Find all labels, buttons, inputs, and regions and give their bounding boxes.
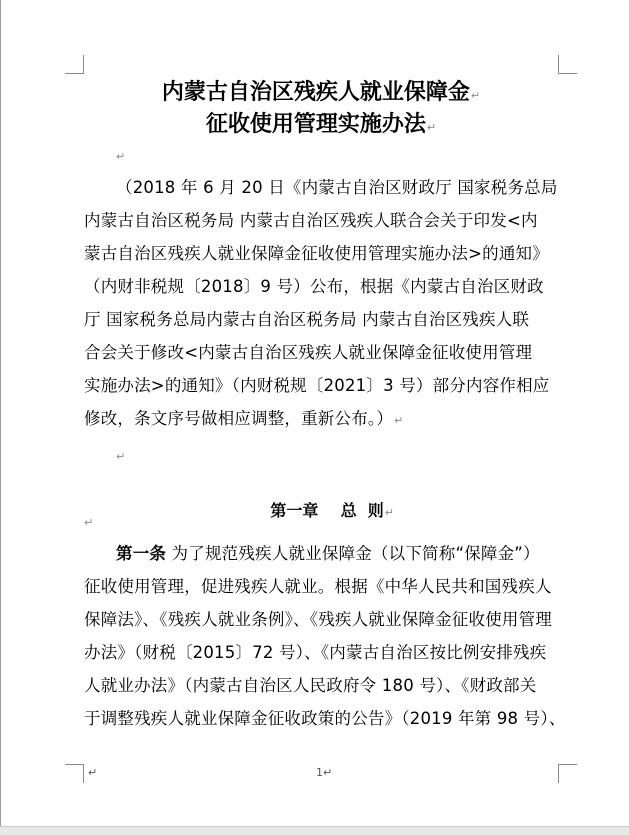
paragraph-mark: ↵ [470, 89, 481, 102]
document-title-line-1 [84, 78, 558, 111]
document-title-line-2 [84, 110, 558, 143]
crop-mark-top-right [558, 55, 577, 74]
article-text: 为了规范残疾人就业保障金（以下简称“保障金”） [166, 544, 540, 563]
crop-mark-top-left [65, 55, 84, 74]
empty-paragraph-mark: ↵ [116, 150, 126, 163]
article-label: 第一条 [116, 544, 167, 563]
preamble-line-text: 修改，条文序号做相应调整，重新公布。） [84, 409, 394, 428]
article-line: 于调整残疾人就业保障金征收政策的公告》（2019 年第 98 号）、 [84, 709, 566, 728]
article-line: 办法》（财税〔2015〕72 号）、《内蒙古自治区按比例安排残疾 [84, 643, 547, 662]
empty-paragraph-mark: ↵ [116, 450, 126, 463]
preamble-line: 蒙古自治区残疾人就业保障金征收使用管理实施办法>的通知》 [84, 244, 549, 263]
preamble-line: 厅 国家税务总局内蒙古自治区税务局 内蒙古自治区残疾人联 [84, 310, 530, 329]
crop-mark-bottom-left [65, 764, 84, 783]
page-number-text: 1 [316, 766, 323, 779]
empty-paragraph-mark: ↵ [84, 516, 94, 529]
preamble-line-last [84, 408, 560, 432]
crop-mark-bottom-right [558, 764, 577, 783]
title-text-1: 内蒙古自治区残疾人就业保障金 [161, 80, 470, 105]
paragraph-mark: ↵ [394, 414, 404, 427]
chapter-heading [84, 478, 558, 546]
article-1-first-line [116, 543, 560, 565]
paragraph-mark: ↵ [426, 121, 437, 134]
title-text-2: 征收使用管理实施办法 [205, 112, 426, 137]
footer-paragraph-mark: ↵ [88, 766, 98, 779]
article-line: 保障法》、《残疾人就业条例》、《残疾人就业保障金征收使用管理 [84, 610, 552, 629]
preamble-line: （内财非税规〔2018〕9 号）公布，根据《内蒙古自治区财政 [84, 277, 544, 296]
paragraph-mark: ↵ [384, 506, 394, 519]
window-bottom-bar [0, 826, 629, 835]
article-line: 人就业办法》（内蒙古自治区人民政府令 180 号）、《财政部关 [84, 676, 537, 695]
page-left-edge [0, 0, 1, 835]
chapter-title-text: 第一章 总 则 [270, 501, 384, 520]
preamble-line: 合会关于修改<内蒙古自治区残疾人就业保障金征收使用管理 [84, 343, 533, 362]
article-line: 征收使用管理，促进残疾人就业。根据《中华人民共和国残疾人 [84, 577, 552, 596]
preamble-line: （2018 年 6 月 20 日《内蒙古自治区财政厅 国家税务总局 [116, 178, 558, 197]
preamble-line: 内蒙古自治区税务局 内蒙古自治区残疾人联合会关于印发<内 [84, 211, 538, 230]
paragraph-mark: ↵ [323, 766, 333, 779]
page-number [316, 766, 332, 779]
preamble-line: 实施办法>的通知》（内财税规〔2021〕3 号）部分内容作相应 [84, 376, 550, 395]
